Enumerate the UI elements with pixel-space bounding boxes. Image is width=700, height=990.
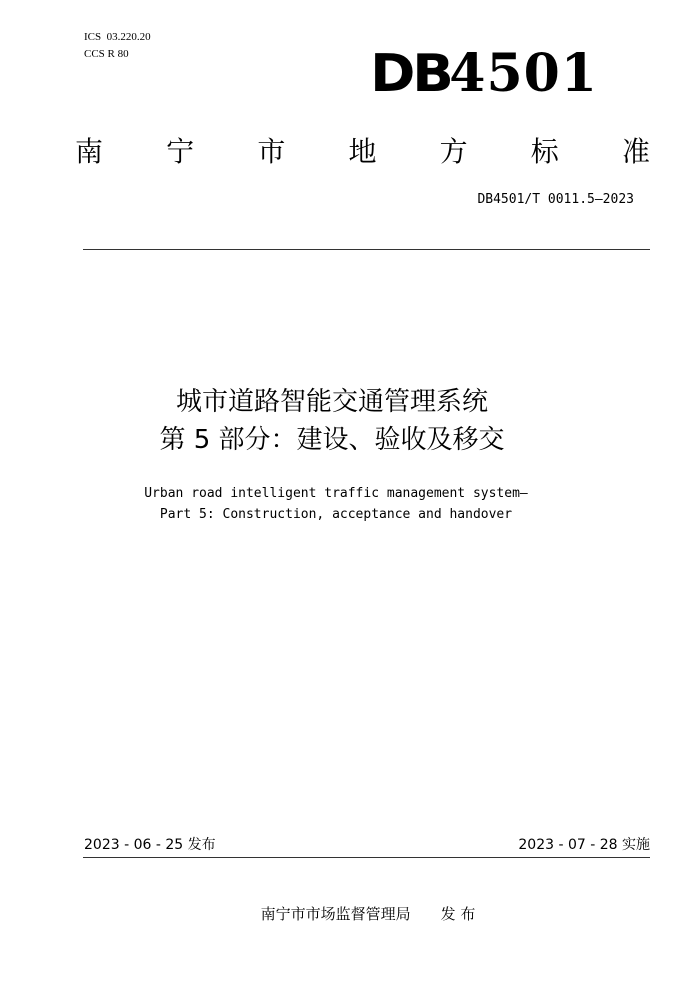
classification-codes	[84, 29, 151, 63]
issuing-authority	[18, 904, 700, 924]
logo-code: 4501	[449, 43, 598, 104]
standard-type-heading	[75, 132, 650, 172]
standard-type-char: 宁	[166, 135, 195, 168]
standard-type-char: 标	[530, 135, 559, 168]
title-chinese-line1: 城市道路智能交通管理系统	[175, 387, 488, 417]
standard-type-char: 南	[75, 135, 104, 168]
standard-type-char: 地	[348, 135, 377, 168]
title-english-line1: Urban road intelligent traffic management system—	[144, 486, 528, 501]
standard-logo	[372, 44, 598, 104]
issuer-action: 发 布	[440, 905, 476, 923]
standard-number: DB4501/T 0011.5—2023	[477, 192, 634, 207]
standard-type-char: 市	[257, 135, 286, 168]
footer-divider	[83, 857, 650, 858]
ccs-code: CCS R 80	[84, 48, 129, 60]
issue-date: 2023 - 06 - 25 发布	[84, 837, 216, 853]
issuer-name: 南宁市市场监督管理局	[260, 905, 411, 923]
ics-code: ICS 03.220.20	[84, 31, 151, 43]
title-chinese-line2: 第 5 部分：建设、验收及移交	[159, 425, 505, 455]
title-english-line2: Part 5: Construction, acceptance and handover	[159, 507, 513, 522]
standard-type-char: 准	[621, 135, 650, 168]
standard-type-char: 方	[439, 135, 468, 168]
header-divider	[83, 249, 650, 250]
implementation-date: 2023 - 07 - 28 实施	[518, 837, 650, 853]
logo-prefix: DB	[370, 44, 452, 104]
